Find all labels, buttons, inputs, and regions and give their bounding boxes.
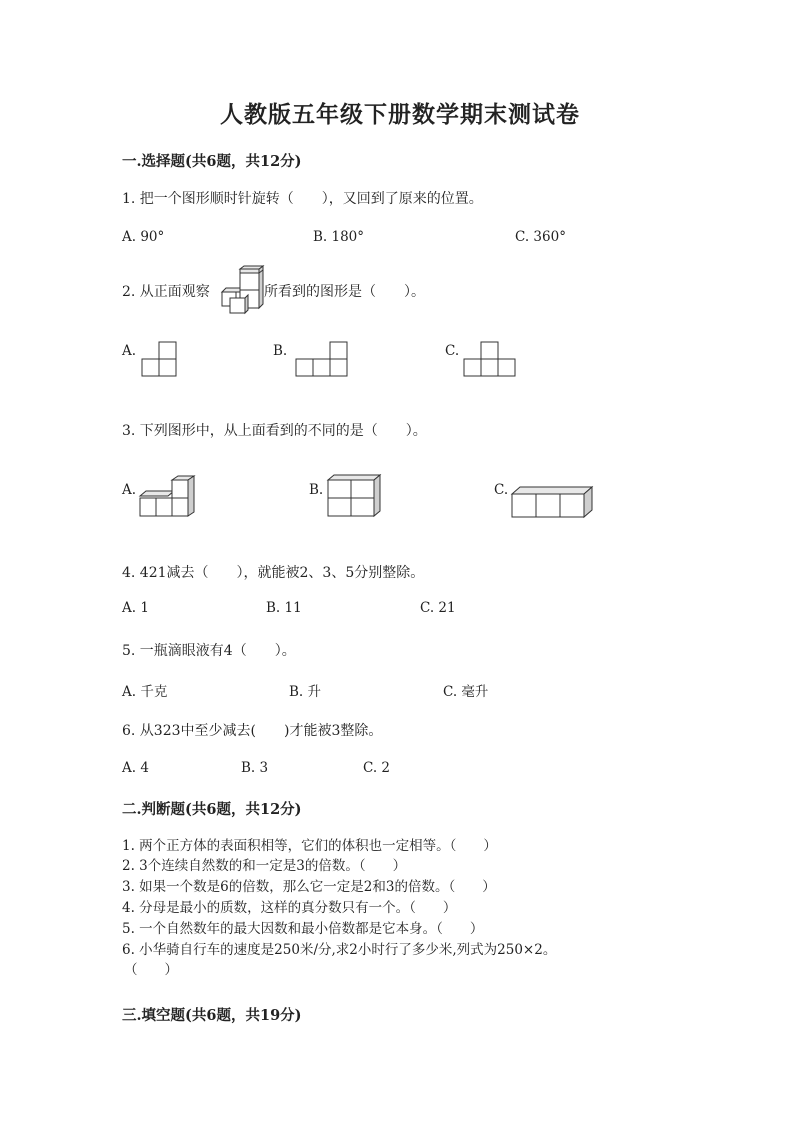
q2-option-b-figure — [296, 341, 350, 377]
section1-heading: 一.选择题(共6题，共12分) — [122, 153, 302, 170]
q2-text-before: 2. 从正面观察 — [122, 284, 210, 300]
q2-cube-stack-figure — [220, 266, 266, 318]
q5-option-c[interactable]: C. 毫升 — [443, 684, 489, 700]
q2-option-a[interactable]: A. — [122, 343, 137, 359]
q1-option-a[interactable]: A. 90° — [122, 229, 165, 245]
judge-item-1: 1. 两个正方体的表面积相等，它们的体积也一定相等。（ ） — [122, 838, 497, 854]
q2-text-after: 所看到的图形是（ ）。 — [264, 284, 425, 300]
q2-option-b[interactable]: B. — [273, 343, 288, 359]
q3-option-b[interactable]: B. — [309, 482, 324, 498]
judge-item-6: 6. 小华骑自行车的速度是250米/分,求2小时行了多少米,列式为250×2。 — [122, 942, 557, 958]
q3-option-c[interactable]: C. — [494, 482, 509, 498]
q6-option-a[interactable]: A. 4 — [122, 760, 149, 776]
q3-text: 3. 下列图形中，从上面看到的不同的是（ ）。 — [122, 423, 427, 439]
q2-option-a-figure — [142, 341, 178, 377]
q2-option-c-figure — [464, 341, 518, 377]
q6-option-c[interactable]: C. 2 — [363, 760, 391, 776]
q6-option-b[interactable]: B. 3 — [241, 760, 269, 776]
section2-heading: 二.判断题(共6题，共12分) — [122, 801, 302, 818]
q3-option-a[interactable]: A. — [122, 482, 137, 498]
judge-item-6-answer-blank: （ ） — [124, 962, 178, 978]
section3-heading: 三.填空题(共6题，共19分) — [122, 1007, 302, 1024]
q4-option-b[interactable]: B. 11 — [266, 600, 302, 616]
q6-text: 6. 从323中至少减去( )才能被3整除。 — [122, 723, 383, 739]
q2-option-c[interactable]: C. — [445, 343, 460, 359]
q1-text: 1. 把一个图形顺时针旋转（ ），又回到了原来的位置。 — [122, 191, 483, 207]
judge-item-2: 2. 3个连续自然数的和一定是3的倍数。（ ） — [122, 858, 407, 874]
q4-option-c[interactable]: C. 21 — [420, 600, 456, 616]
judge-item-4: 4. 分母是最小的质数，这样的真分数只有一个。（ ） — [122, 900, 457, 916]
page-title: 人教版五年级下册数学期末测试卷 — [220, 101, 580, 128]
judge-item-5: 5. 一个自然数年的最大因数和最小倍数都是它本身。（ ） — [122, 921, 484, 937]
q3-option-c-figure — [510, 486, 594, 520]
q5-option-a[interactable]: A. 千克 — [122, 684, 168, 700]
q3-option-b-figure — [326, 474, 382, 518]
q1-option-b[interactable]: B. 180° — [313, 229, 365, 245]
q4-text: 4. 421减去（ ），就能被2、3、5分别整除。 — [122, 565, 425, 581]
q1-option-c[interactable]: C. 360° — [515, 229, 566, 245]
judge-item-3: 3. 如果一个数是6的倍数，那么它一定是2和3的倍数。（ ） — [122, 879, 496, 895]
q5-text: 5. 一瓶滴眼液有4（ ）。 — [122, 643, 296, 659]
q5-option-b[interactable]: B. 升 — [289, 684, 322, 700]
q3-option-a-figure — [138, 476, 196, 518]
q4-option-a[interactable]: A. 1 — [122, 600, 149, 616]
